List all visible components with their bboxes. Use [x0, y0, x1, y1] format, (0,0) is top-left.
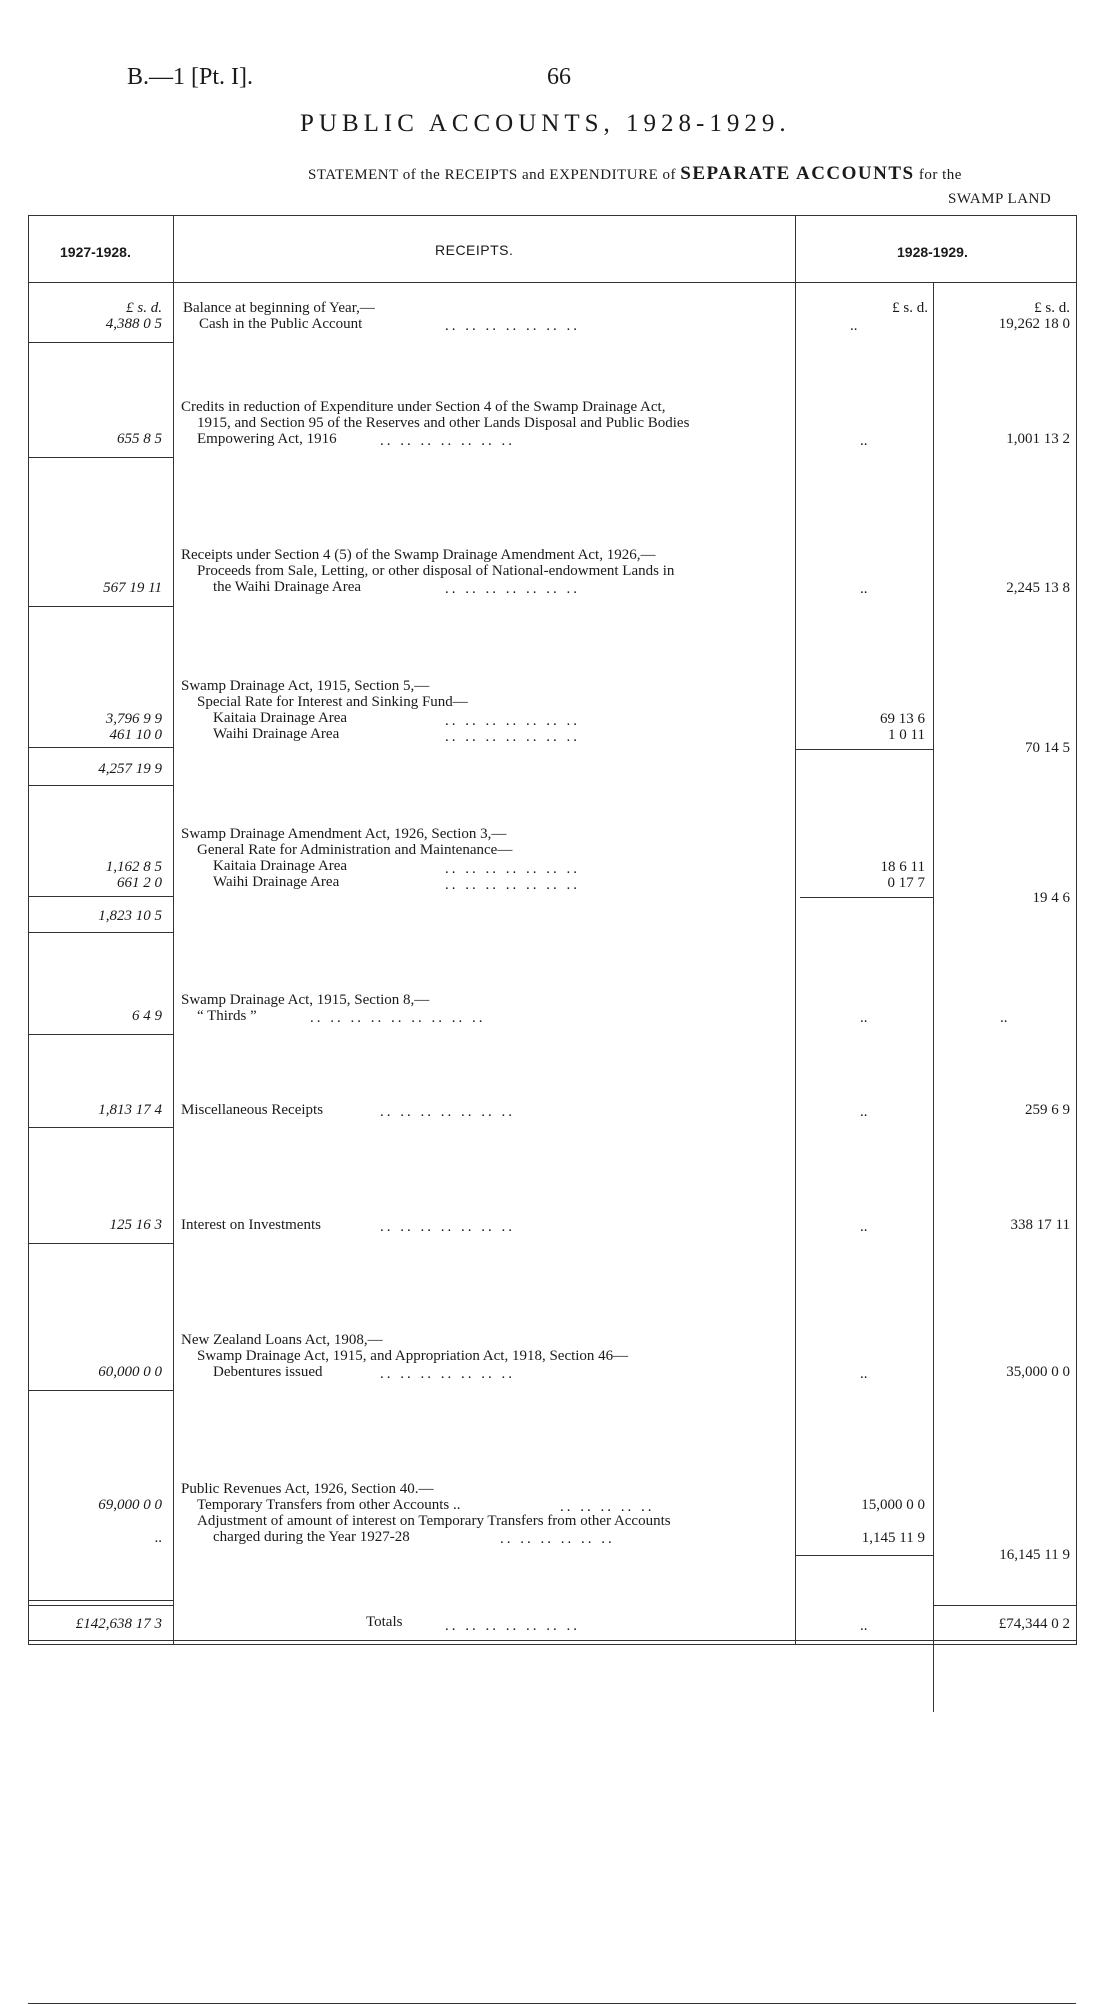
inner-total: ..	[860, 1618, 868, 1634]
currency-header-inner: £ s. d.	[892, 300, 928, 316]
prev-year-amount: 655 8 5	[117, 431, 162, 447]
totals-label: Totals	[366, 1614, 403, 1630]
row-description: Public Revenues Act, 1926, Section 40.— Temporary Transfers from other Accounts .. Adjustment of amount of interest on Temporary Transfers from other Accounts charged during the Year 1927-28	[181, 1481, 671, 1545]
outer-amount: 19 4 6	[1032, 890, 1070, 906]
outer-amount: 259 6 9	[1025, 1102, 1070, 1118]
page-number: 66	[547, 64, 571, 90]
currency-header-outer: £ s. d.	[1034, 300, 1070, 316]
inner-amount: 1,145 11 9	[861, 1530, 925, 1546]
statement-heading-line2: SWAMP LAND	[948, 191, 1052, 207]
leader-dots: .. .. .. .. .. .. ..	[445, 861, 580, 877]
leader-dots: .. .. .. .. .. .. ..	[445, 318, 580, 334]
outer-amount: 2,245 13 8	[1006, 580, 1070, 596]
inner-amount: ..	[850, 318, 858, 334]
row-description: Swamp Drainage Act, 1915, Section 5,— Special Rate for Interest and Sinking Fund— Kaitaia Drainage Area Waihi Drainage Area	[181, 678, 468, 742]
outer-amount: 70 14 5	[1025, 740, 1070, 756]
prev-year-amount: ..	[154, 1530, 162, 1546]
leader-dots: .. .. .. .. .. .. ..	[380, 1219, 515, 1235]
outer-amount: 16,145 11 9	[999, 1547, 1070, 1563]
leader-dots: .. .. .. .. .. .. ..	[380, 1104, 515, 1120]
inner-amount: 69 13 6	[880, 711, 925, 727]
statement-heading: STATEMENT of the RECEIPTS and EXPENDITURE of SEPARATE ACCOUNTS for the	[308, 163, 962, 184]
row-description: Balance at beginning of Year,— Cash in the Public Account	[183, 300, 375, 332]
prev-year-amount: 4,388 0 5	[105, 316, 162, 332]
leader-dots: .. .. .. .. .. .. ..	[380, 1366, 515, 1382]
leader-dots: .. .. .. .. .. .. ..	[380, 433, 515, 449]
prev-year-amount: 1,813 17 4	[98, 1102, 162, 1118]
prev-year-amount: 60,000 0 0	[98, 1364, 162, 1380]
outer-amount: 19,262 18 0	[998, 316, 1070, 332]
column-header-receipts: RECEIPTS.	[435, 242, 514, 258]
leader-dots: .. .. .. .. ..	[560, 1499, 655, 1515]
outer-amount: 1,001 13 2	[1006, 431, 1070, 447]
page-title: PUBLIC ACCOUNTS, 1928-1929.	[300, 110, 791, 137]
outer-amount: ..	[1000, 1010, 1008, 1026]
prev-year-subtotal: 1,823 10 5	[98, 908, 162, 924]
prev-year-amount: 461 10 0	[109, 727, 162, 743]
prev-year-amount: 125 16 3	[109, 1217, 162, 1233]
leader-dots: .. .. .. .. .. .. .. .. ..	[310, 1010, 486, 1026]
currency-header-prev: £ s. d.	[126, 300, 162, 316]
row-description: New Zealand Loans Act, 1908,— Swamp Drainage Act, 1915, and Appropriation Act, 1918, Section 46— Debentures issued	[181, 1332, 629, 1380]
prev-year-amount: 1,162 8 5	[105, 859, 162, 875]
inner-amount: ..	[860, 1010, 868, 1026]
inner-amount: ..	[860, 1104, 868, 1120]
leader-dots: .. .. .. .. .. .. ..	[445, 581, 580, 597]
prev-year-amount: 3,796 9 9	[105, 711, 162, 727]
leader-dots: .. .. .. .. .. .. ..	[445, 713, 580, 729]
outer-amount: 338 17 11	[1010, 1217, 1070, 1233]
leader-dots: .. .. .. .. .. .. ..	[445, 877, 580, 893]
outer-amount: 35,000 0 0	[1006, 1364, 1070, 1380]
inner-amount: 18 6 11	[880, 859, 925, 875]
document-reference: B.—1 [Pt. I].	[127, 64, 253, 90]
inner-amount: ..	[860, 1219, 868, 1235]
row-description: Interest on Investments	[181, 1217, 321, 1233]
inner-amount: 15,000 0 0	[861, 1497, 925, 1513]
prev-year-amount: 6 4 9	[132, 1008, 162, 1024]
leader-dots: .. .. .. .. .. .. ..	[445, 729, 580, 745]
row-description: Swamp Drainage Act, 1915, Section 8,— “ Thirds ”	[181, 992, 430, 1024]
column-header-prev-year: 1927-1928.	[60, 244, 131, 260]
prev-year-amount: 69,000 0 0	[98, 1497, 162, 1513]
row-description: Receipts under Section 4 (5) of the Swamp Drainage Amendment Act, 1926,— Proceeds from Sale, Letting, or other disposal of National-endowment Lands in the Waihi Drainage Area	[181, 547, 675, 595]
leader-dots: .. .. .. .. .. .. ..	[445, 1618, 580, 1634]
row-description: Swamp Drainage Amendment Act, 1926, Section 3,— General Rate for Administration and Maintenance— Kaitaia Drainage Area Waihi Drainage Area	[181, 826, 513, 890]
row-description: Credits in reduction of Expenditure under Section 4 of the Swamp Drainage Act, 1915, and Section 95 of the Reserves and other Lands Disposal and Public Bodies Empowering Act, 1916	[181, 399, 690, 447]
inner-amount: 0 17 7	[887, 875, 925, 891]
inner-amount: ..	[860, 433, 868, 449]
inner-amount: 1 0 11	[888, 727, 925, 743]
prev-year-amount: 567 19 11	[103, 580, 162, 596]
leader-dots: .. .. .. .. .. ..	[500, 1531, 615, 1547]
row-description: Miscellaneous Receipts	[181, 1102, 324, 1118]
prev-year-amount: 661 2 0	[117, 875, 162, 891]
column-header-curr-year: 1928-1929.	[897, 244, 968, 260]
inner-amount: ..	[860, 581, 868, 597]
prev-year-subtotal: 4,257 19 9	[98, 761, 162, 777]
outer-total: £74,344 0 2	[998, 1616, 1070, 1632]
prev-year-total: £142,638 17 3	[75, 1616, 162, 1632]
inner-amount: ..	[860, 1366, 868, 1382]
